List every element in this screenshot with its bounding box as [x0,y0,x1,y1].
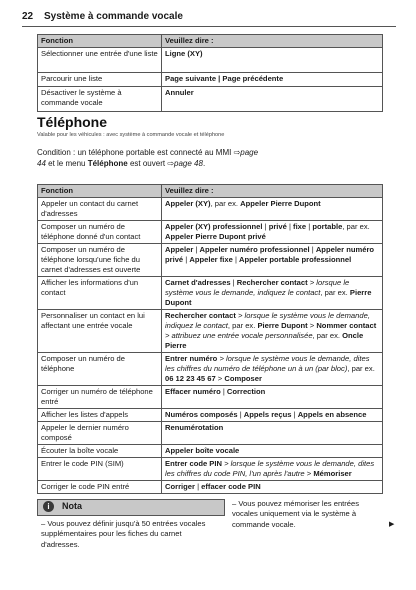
table-row [38,73,383,87]
command-text: Entrer numéro [165,354,218,364]
condition-text: . [202,159,206,169]
table-row [38,422,383,445]
command-text: Renumérotation [165,423,224,433]
page-number: 22 [22,11,34,22]
function-cell: Personnaliser un contact en lui affectant une entrée vocale [38,310,162,353]
function-cell: Composer un numéro de téléphone lorsqu'une fiche du carnet d'adresses est ouverte [38,244,162,277]
command-cell [162,353,383,386]
function-cell: Afficher les listes d'appels [38,409,162,422]
nota-text-right: – Vous pouvez mémoriser les entrées vocales uniquement via le système à commande vocale. [232,499,360,529]
command-cell: Page suivante | Page précédente [162,73,383,87]
command-text: Effacer numéro [165,387,221,397]
table-row [38,409,383,422]
command-text: effacer code PIN [201,482,261,492]
command-text: | [193,245,200,255]
command-text: , par ex. [347,364,375,374]
command-text: Carnet d'adresses [165,278,231,288]
page-title: Système à commande vocale [44,11,183,22]
function-cell: Écouter la boîte vocale [38,445,162,458]
column-header-say: Veuillez dire : [162,185,383,198]
command-text: Correction [226,387,266,397]
voice-command-table-telephone [37,184,383,494]
command-text: | [220,387,227,397]
command-text: | [230,278,237,288]
table-row [38,87,383,112]
command-text: , par ex. [210,199,241,209]
command-text: Appeler Pierre Dupont privé [165,232,266,242]
command-cell [162,244,383,277]
function-cell: Sélectionner une entrée d'une liste [38,48,162,73]
command-text: Pierre Dupont [257,321,308,331]
command-cell [162,458,383,481]
condition-text: est ouvert [127,159,168,169]
command-cell [162,409,383,422]
command-cell [162,422,383,445]
nota-header [37,499,225,516]
nota-box [37,499,225,555]
command-text: | [309,245,316,255]
command-text: Nommer contact [316,321,377,331]
command-text: | [232,255,240,265]
voice-command-table-general [37,34,383,112]
column-header-function: Fonction [38,35,162,48]
command-text: Appels en absence [297,410,367,420]
table-row [38,310,383,353]
function-cell: Composer un numéro de téléphone [38,353,162,386]
command-instruction: > attribuez une entrée vocale personnalisée [165,331,313,341]
function-cell: Désactiver le système à commande vocale [38,87,162,112]
table-row [38,221,383,244]
table-row [38,244,383,277]
command-text: | [183,255,190,265]
command-text: | [237,410,244,420]
command-text: 06 12 23 45 67 [165,374,216,384]
command-text: | [194,482,202,492]
command-cell [162,386,383,409]
command-text: Composer [224,374,262,384]
command-cell [162,481,383,494]
command-text: Appeler (XY) [165,199,211,209]
command-instruction: > lorsque le système vous le demande, indiquez le contact [165,278,350,298]
page-reference-link[interactable]: page 48 [174,159,203,169]
command-text: Entrer code PIN [165,459,222,469]
menu-name: Téléphone [87,159,128,169]
function-cell: Parcourir une liste [38,73,162,87]
command-text: Appeler numéro professionnel [199,245,310,255]
command-cell [162,277,383,310]
command-text: | [262,222,269,232]
command-text: | [306,222,313,232]
command-text: Rechercher contact [236,278,308,288]
command-cell [162,221,383,244]
section-subtitle: Valable pour les véhicules : avec système à commande vocale et téléphone [37,132,225,138]
command-text: Appeler Pierre Dupont [240,199,321,209]
command-text: Appeler portable professionnel [239,255,352,265]
command-text: | [286,222,294,232]
page-reference-link[interactable]: page 44 [37,148,259,169]
command-text: Pierre Dupont [165,288,372,308]
command-cell [162,198,383,221]
function-cell: Composer un numéro de téléphone donné d'un contact [38,221,162,244]
section-title: Téléphone [37,114,108,130]
command-text: , par ex. [312,331,343,341]
table-header-row [38,35,383,48]
command-text: Rechercher contact [165,311,236,321]
arrow-right-icon: ⇨ [233,148,241,157]
command-text: Appels reçus [243,410,292,420]
command-text: > [304,469,314,479]
command-text: Numéros composés [165,410,238,420]
command-text: Appeler [165,245,194,255]
command-text: > [215,374,225,384]
table-row [38,386,383,409]
command-text: | [291,410,298,420]
command-text: portable [312,222,343,232]
command-text: Mémoriser [313,469,352,479]
command-cell [162,445,383,458]
command-text: Oncle Pierre [165,331,364,351]
column-header-function: Fonction [38,185,162,198]
table-row [38,198,383,221]
command-instruction: > lorsque le système vous le demande, dites les chiffres du code PIN, l'un après l'autre [165,459,375,479]
next-page-arrow-icon: ▶ [389,521,395,528]
page-header [22,11,396,25]
command-text: Corriger [165,482,195,492]
nota-text-left: – Vous pouvez définir jusqu'à 50 entrées vocales supplémentaires pour les fiches du carnet d'adresses. [41,519,206,549]
condition-text: et le menu [45,159,88,169]
function-cell: Appeler le dernier numéro composé [38,422,162,445]
command-cell: Annuler [162,87,383,112]
table-row [38,458,383,481]
condition-paragraph [37,147,267,170]
command-cell [162,310,383,353]
table-row [38,445,383,458]
command-text: Appeler numéro privé [165,245,375,265]
command-text: fixe [293,222,307,232]
function-cell: Afficher les informations d'un contact [38,277,162,310]
function-cell: Entrer le code PIN (SIM) [38,458,162,481]
command-text: privé [268,222,287,232]
table-row [38,481,383,494]
info-icon: i [43,501,54,512]
table-row [38,48,383,73]
table-header-row [38,185,383,198]
column-header-say: Veuillez dire : [162,35,383,48]
command-text: > [307,321,317,331]
command-cell: Ligne (XY) [162,48,383,73]
command-text: , par ex. [320,288,350,298]
command-text: , par ex. [227,321,258,331]
command-text: Appeler boîte vocale [165,446,240,456]
function-cell: Corriger un numéro de téléphone entré [38,386,162,409]
condition-text: Condition : un téléphone portable est connecté au MMI [37,148,234,157]
command-text: Appeler (XY) professionnel [165,222,263,232]
function-cell: Corriger le code PIN entré [38,481,162,494]
arrow-right-icon: ⇨ [167,159,175,169]
command-instruction: > lorsque le système vous le demande, dites les chiffres du numéro de téléphone un à un (par bloc) [165,354,370,374]
command-text: Appeler fixe [189,255,233,265]
table-row [38,353,383,386]
table-row [38,277,383,310]
function-cell: Appeler un contact du carnet d'adresses [38,198,162,221]
nota-title: Nota [62,501,82,511]
command-instruction: > lorsque le système vous le demande, indiquez le contact [165,311,370,331]
command-text: , par ex. [342,222,370,232]
header-divider [22,26,396,27]
